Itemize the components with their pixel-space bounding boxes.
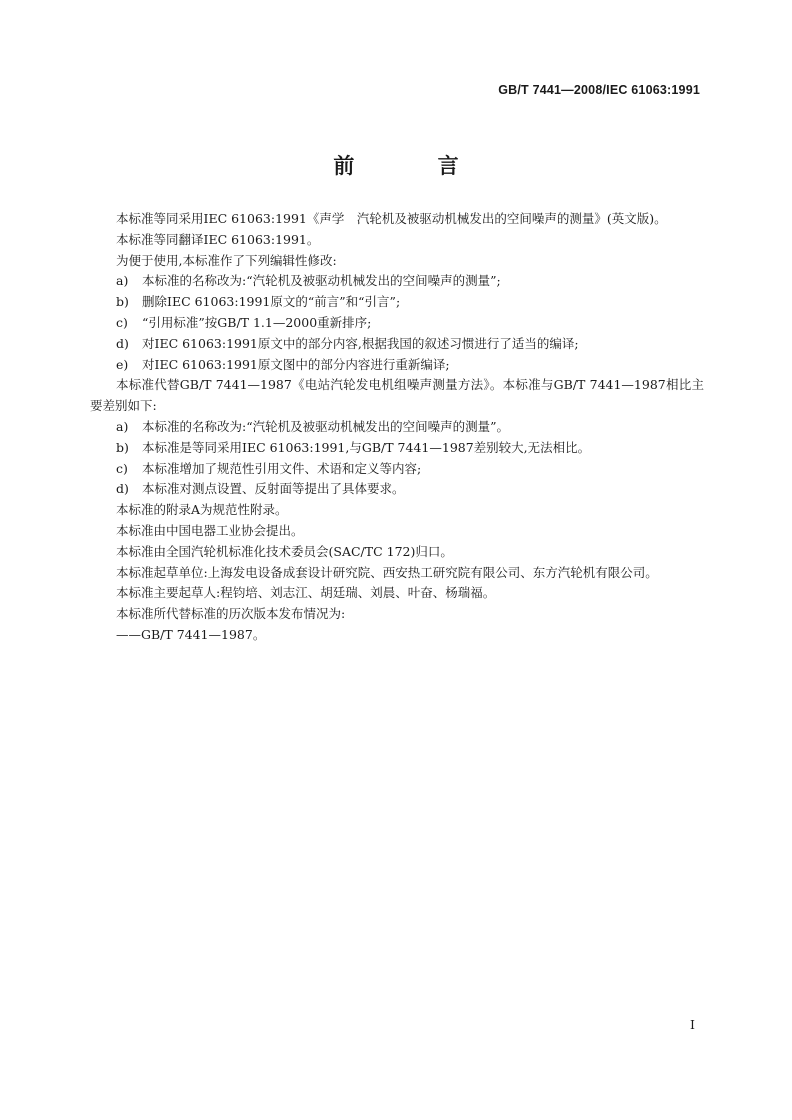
paragraph-proposer: 本标准由中国电器工业协会提出。 — [116, 522, 304, 538]
list-item — [90, 271, 704, 292]
paragraph-annex: 本标准的附录A为规范性附录。 — [116, 502, 288, 518]
list-marker: a) — [116, 273, 129, 289]
paragraph-drafting-units: 本标准起草单位:上海发电设备成套设计研究院、西安热工研究院有限公司、东方汽轮机有限公司。 — [116, 564, 658, 580]
list-text: 删除IEC 61063:1991原文的“前言”和“引言”; — [142, 294, 401, 310]
list-item — [90, 334, 704, 355]
list-marker: e) — [116, 356, 129, 372]
list-text: 对IEC 61063:1991原文中的部分内容,根据我国的叙述习惯进行了适当的编译; — [142, 335, 579, 351]
paragraph-committee: 本标准由全国汽轮机标准化技术委员会(SAC/TC 172)归口。 — [116, 543, 453, 559]
list-item — [90, 292, 704, 313]
paragraph-history-intro: 本标准所代替标准的历次版本发布情况为: — [116, 606, 346, 622]
list-marker: b) — [116, 294, 129, 310]
preface-body — [90, 209, 704, 646]
list-marker: b) — [116, 439, 129, 455]
page-number: I — [690, 1017, 695, 1032]
list-text: 本标准对测点设置、反射面等提出了具体要求。 — [142, 481, 405, 497]
list-text: 本标准增加了规范性引用文件、术语和定义等内容; — [142, 460, 422, 476]
paragraph-drafters: 本标准主要起草人:程钧培、刘志江、胡廷瑞、刘晨、叶奋、杨瑞福。 — [116, 585, 496, 601]
list-text: 本标准的名称改为:“汽轮机及被驱动机械发出的空间噪声的测量”。 — [142, 418, 509, 434]
list-marker: d) — [116, 481, 129, 497]
list-marker: d) — [116, 335, 129, 351]
list-item — [90, 417, 704, 438]
list-text: 对IEC 61063:1991原文图中的部分内容进行重新编译; — [142, 356, 450, 372]
list-item — [90, 438, 704, 459]
list-item — [90, 313, 704, 334]
list-text: 本标准是等同采用IEC 61063:1991,与GB/T 7441—1987差别较大,无法相比。 — [142, 439, 591, 455]
list-text: “引用标准”按GB/T 1.1—2000重新排序; — [142, 314, 372, 330]
list-item — [90, 479, 704, 500]
list-item — [90, 459, 704, 480]
paragraph-adoption: 本标准等同采用IEC 61063:1991《声学 汽轮机及被驱动机械发出的空间噪声的测量》(英文版)。 — [116, 211, 667, 226]
paragraph-translation: 本标准等同翻译IEC 61063:1991。 — [116, 231, 320, 247]
list-marker: a) — [116, 418, 129, 434]
list-item — [90, 355, 704, 376]
page-title: 前 言 — [333, 154, 497, 178]
list-text: 本标准的名称改为:“汽轮机及被驱动机械发出的空间噪声的测量”; — [142, 273, 501, 289]
list-marker: c) — [116, 314, 128, 330]
history-item: ——GB/T 7441—1987。 — [116, 626, 266, 642]
paragraph-edit-intro: 为便于使用,本标准作了下列编辑性修改: — [116, 252, 337, 268]
standard-code: GB/T 7441—2008/IEC 61063:1991 — [498, 83, 700, 97]
paragraph-replaces: 本标准代替GB/T 7441—1987《电站汽轮发电机组噪声测量方法》。本标准与GB/T 7441—1987相比主要差别如下: — [90, 377, 704, 414]
list-marker: c) — [116, 460, 128, 476]
